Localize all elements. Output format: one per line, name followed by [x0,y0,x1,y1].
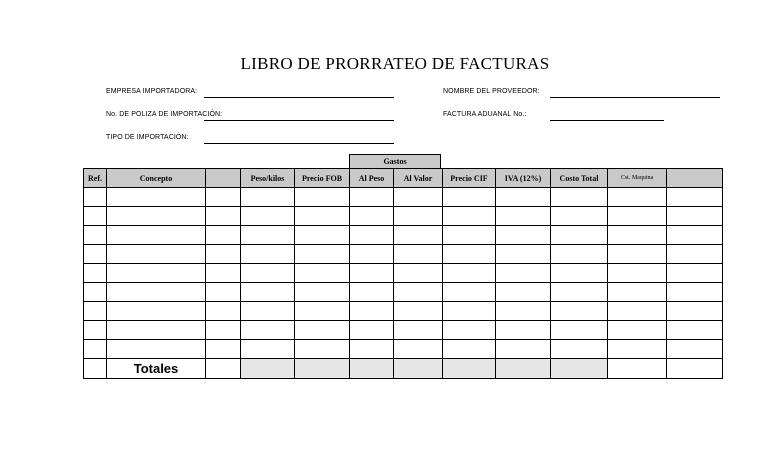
col-last-header [667,169,723,188]
table-cell[interactable] [241,283,295,302]
empresa-importadora-line[interactable] [204,97,394,98]
table-cell[interactable] [107,226,206,245]
table-cell[interactable] [667,207,723,226]
table-cell[interactable] [667,283,723,302]
table-cell[interactable] [394,302,443,321]
col-iva-header: IVA (12%) [496,169,551,188]
poliza-importacion-line[interactable] [204,120,394,121]
table-cell[interactable] [206,340,241,359]
table-cell[interactable] [394,283,443,302]
table-cell[interactable] [443,188,496,207]
table-cell[interactable] [496,226,551,245]
totals-row [84,359,723,379]
table-cell[interactable] [350,321,394,340]
table-cell[interactable] [667,302,723,321]
table-cell[interactable] [551,340,608,359]
nombre-proveedor-line[interactable] [550,97,720,98]
table-cell[interactable] [295,321,350,340]
totals-blank-cell[interactable] [84,359,107,379]
table-cell[interactable] [667,226,723,245]
table-cell[interactable] [350,207,394,226]
table-cell[interactable] [443,245,496,264]
table-cell[interactable] [443,321,496,340]
table-cell[interactable] [107,283,206,302]
table-cell[interactable] [551,207,608,226]
table-cell[interactable] [107,245,206,264]
table-cell[interactable] [350,188,394,207]
table-cell[interactable] [295,283,350,302]
table-cell[interactable] [667,264,723,283]
table-cell[interactable] [241,340,295,359]
table-cell[interactable] [350,264,394,283]
table-cell[interactable] [350,302,394,321]
table-cell[interactable] [443,264,496,283]
table-cell[interactable] [608,302,667,321]
col-al-valor-header: Al Valor [394,169,443,188]
col-peso-kilos-header: Peso/kilos [241,169,295,188]
totals-blank-cell[interactable] [206,359,241,379]
table-row [84,264,723,283]
table-cell[interactable] [443,283,496,302]
table-cell[interactable] [667,245,723,264]
empresa-importadora-label: EMPRESA IMPORTADORA: [106,88,198,95]
col-ref-header: Ref. [84,169,107,188]
table-cell[interactable] [608,340,667,359]
table-cell[interactable] [241,245,295,264]
table-cell[interactable] [350,283,394,302]
table-cell[interactable] [608,264,667,283]
table-cell[interactable] [84,188,107,207]
table-cell[interactable] [394,226,443,245]
col-costo-total-header: Costo Total [551,169,608,188]
tipo-importacion-line[interactable] [204,143,394,144]
table-cell[interactable] [667,188,723,207]
totals-label: Totales [107,359,206,379]
table-cell[interactable] [107,340,206,359]
table-cell[interactable] [241,302,295,321]
table-cell[interactable] [241,226,295,245]
table-cell[interactable] [295,302,350,321]
table-cell[interactable] [84,207,107,226]
table-row [84,321,723,340]
totals-al-peso-cell[interactable] [350,359,394,379]
table-row [84,207,723,226]
table-cell[interactable] [394,188,443,207]
table-cell[interactable] [394,340,443,359]
table-cell[interactable] [667,321,723,340]
table-cell[interactable] [394,245,443,264]
table-cell[interactable] [350,340,394,359]
totals-precio-fob-cell[interactable] [295,359,350,379]
table-cell[interactable] [551,283,608,302]
table-cell[interactable] [84,264,107,283]
table-cell[interactable] [107,302,206,321]
table-cell[interactable] [241,321,295,340]
table-cell[interactable] [295,340,350,359]
table-cell[interactable] [107,188,206,207]
table-cell[interactable] [295,226,350,245]
table-cell[interactable] [84,302,107,321]
table-cell[interactable] [84,226,107,245]
table-cell[interactable] [394,207,443,226]
table-cell[interactable] [107,321,206,340]
table-cell[interactable] [608,226,667,245]
table-cell[interactable] [107,207,206,226]
col-cst-maquina-header: Cst. Maquina [608,169,667,188]
table-cell[interactable] [206,245,241,264]
col-blank-header [206,169,241,188]
tipo-importacion-label: TIPO DE IMPORTACIÓN: [106,134,189,141]
table-cell[interactable] [496,340,551,359]
table-row [84,188,723,207]
table-body [84,188,723,379]
table-cell[interactable] [394,264,443,283]
table-cell[interactable] [295,264,350,283]
table-cell[interactable] [241,188,295,207]
table-cell[interactable] [608,188,667,207]
table-cell[interactable] [107,264,206,283]
table-row [84,302,723,321]
table-cell[interactable] [551,188,608,207]
totals-last-cell[interactable] [667,359,723,379]
table-cell[interactable] [84,283,107,302]
document-title: LIBRO DE PRORRATEO DE FACTURAS [240,54,550,73]
nombre-proveedor-label: NOMBRE DEL PROVEEDOR: [443,88,540,95]
table-cell[interactable] [295,207,350,226]
gastos-group-header: Gastos [349,154,441,168]
col-al-peso-header: Al Peso [350,169,394,188]
table-cell[interactable] [496,245,551,264]
table-row [84,283,723,302]
table-cell[interactable] [443,207,496,226]
table-cell[interactable] [206,226,241,245]
table-cell[interactable] [551,264,608,283]
prorrateo-table [83,168,723,379]
table-cell[interactable] [84,245,107,264]
totals-cst-maquina-cell[interactable] [608,359,667,379]
table-cell[interactable] [206,302,241,321]
table-cell[interactable] [496,264,551,283]
table-cell[interactable] [496,321,551,340]
table-cell[interactable] [496,207,551,226]
table-cell[interactable] [496,283,551,302]
table-cell[interactable] [241,264,295,283]
table-cell[interactable] [394,321,443,340]
table-cell[interactable] [443,226,496,245]
table-cell[interactable] [608,283,667,302]
poliza-importacion-label: No. DE POLIZA DE IMPORTACIÓN: [106,111,223,118]
table-cell[interactable] [241,207,295,226]
header-row [84,169,723,188]
table-cell[interactable] [551,302,608,321]
totals-precio-cif-cell[interactable] [443,359,496,379]
table-cell[interactable] [206,207,241,226]
table-cell[interactable] [84,321,107,340]
table-row [84,340,723,359]
table-cell[interactable] [667,340,723,359]
table-cell[interactable] [350,226,394,245]
factura-aduanal-label: FACTURA ADUANAL No.: [443,111,527,118]
col-precio-fob-header: Precio FOB [295,169,350,188]
table-cell[interactable] [551,226,608,245]
col-concepto-header: Concepto [107,169,206,188]
table-cell[interactable] [496,302,551,321]
table-cell[interactable] [206,283,241,302]
table-cell[interactable] [608,321,667,340]
table-cell[interactable] [551,245,608,264]
table-cell[interactable] [443,302,496,321]
table-row [84,226,723,245]
table-cell[interactable] [206,188,241,207]
table-cell[interactable] [608,245,667,264]
table-cell[interactable] [295,188,350,207]
table-cell[interactable] [206,321,241,340]
totals-peso-kilos-cell[interactable] [241,359,295,379]
table-row [84,245,723,264]
factura-aduanal-line[interactable] [550,120,664,121]
col-precio-cif-header: Precio CIF [443,169,496,188]
totals-costo-total-cell[interactable] [551,359,608,379]
table-cell[interactable] [350,245,394,264]
table-cell[interactable] [206,264,241,283]
totals-iva-cell[interactable] [496,359,551,379]
totals-al-valor-cell[interactable] [394,359,443,379]
table-cell[interactable] [608,207,667,226]
table-cell[interactable] [84,340,107,359]
table-cell[interactable] [551,321,608,340]
table-cell[interactable] [295,245,350,264]
table-cell[interactable] [443,340,496,359]
table-cell[interactable] [496,188,551,207]
